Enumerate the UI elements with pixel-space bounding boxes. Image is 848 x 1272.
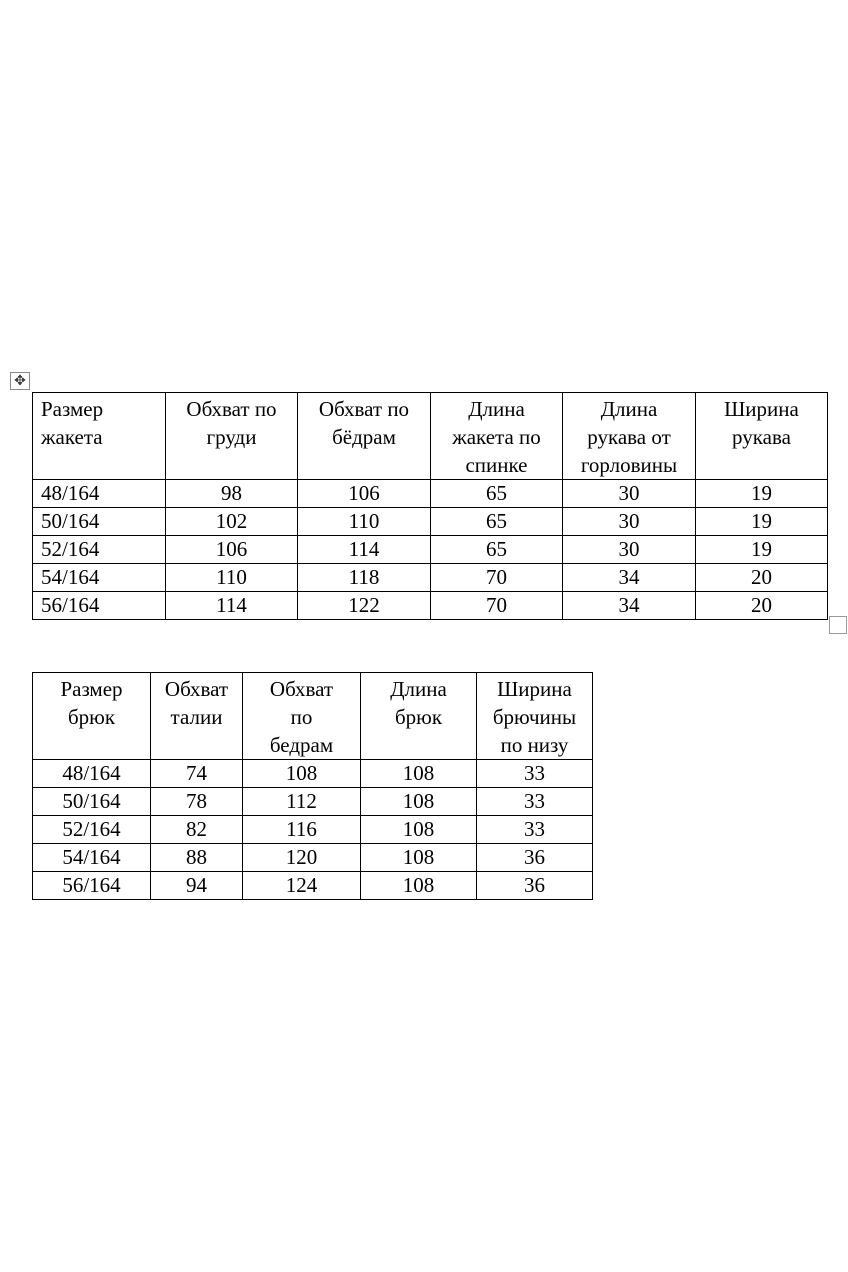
table-cell: 112 xyxy=(243,788,361,816)
table-cell: 33 xyxy=(477,760,593,788)
table-cell: 70 xyxy=(431,564,563,592)
header-cell: Длина рукава от горловины xyxy=(563,393,696,480)
table-cell: 114 xyxy=(298,536,431,564)
table-cell: 33 xyxy=(477,788,593,816)
table-cell: 34 xyxy=(563,592,696,620)
table-cell: 114 xyxy=(166,592,298,620)
header-cell: Размер жакета xyxy=(33,393,166,480)
table-cell: 108 xyxy=(361,788,477,816)
table-cell: 110 xyxy=(298,508,431,536)
trousers-size-table xyxy=(32,672,593,900)
table-cell: 82 xyxy=(151,816,243,844)
table-cell: 19 xyxy=(696,480,828,508)
table-cell: 30 xyxy=(563,536,696,564)
table-cell: 52/164 xyxy=(33,536,166,564)
table-row xyxy=(33,844,593,872)
table-cell: 48/164 xyxy=(33,760,151,788)
table-cell: 33 xyxy=(477,816,593,844)
header-cell: Длина брюк xyxy=(361,673,477,760)
table-cell: 74 xyxy=(151,760,243,788)
table-cell: 34 xyxy=(563,564,696,592)
table-cell: 124 xyxy=(243,872,361,900)
table-cell: 56/164 xyxy=(33,872,151,900)
table-cell: 120 xyxy=(243,844,361,872)
table-move-handle-icon[interactable]: ✥ xyxy=(10,372,30,390)
table-cell: 108 xyxy=(361,872,477,900)
table-cell: 65 xyxy=(431,508,563,536)
table-cell: 106 xyxy=(298,480,431,508)
table-cell: 122 xyxy=(298,592,431,620)
table-cell: 54/164 xyxy=(33,844,151,872)
table-cell: 20 xyxy=(696,592,828,620)
table-row xyxy=(33,564,828,592)
table-cell: 19 xyxy=(696,508,828,536)
table-cell: 106 xyxy=(166,536,298,564)
header-cell: Обхват по груди xyxy=(166,393,298,480)
header-cell: Длина жакета по спинке xyxy=(431,393,563,480)
table-cell: 116 xyxy=(243,816,361,844)
table-cell: 108 xyxy=(361,844,477,872)
table-cell: 30 xyxy=(563,508,696,536)
table-cell: 65 xyxy=(431,480,563,508)
header-cell: Ширина брючины по низу xyxy=(477,673,593,760)
table-cell: 56/164 xyxy=(33,592,166,620)
table-row xyxy=(33,788,593,816)
table-cell: 78 xyxy=(151,788,243,816)
table-cell: 108 xyxy=(361,760,477,788)
header-cell: Обхват по бедрам xyxy=(243,673,361,760)
table-cell: 70 xyxy=(431,592,563,620)
table-resize-handle-icon[interactable] xyxy=(829,616,847,634)
table-cell: 50/164 xyxy=(33,508,166,536)
table-cell: 19 xyxy=(696,536,828,564)
table-cell: 88 xyxy=(151,844,243,872)
table-header-row xyxy=(33,673,593,760)
header-cell: Размер брюк xyxy=(33,673,151,760)
table-cell: 102 xyxy=(166,508,298,536)
jacket-size-table xyxy=(32,392,828,620)
table-cell: 94 xyxy=(151,872,243,900)
table-cell: 52/164 xyxy=(33,816,151,844)
table-cell: 36 xyxy=(477,872,593,900)
table-cell: 108 xyxy=(243,760,361,788)
table-cell: 54/164 xyxy=(33,564,166,592)
table-cell: 20 xyxy=(696,564,828,592)
table-row xyxy=(33,872,593,900)
table-cell: 108 xyxy=(361,816,477,844)
table-cell: 110 xyxy=(166,564,298,592)
header-cell: Обхват по бёдрам xyxy=(298,393,431,480)
table-cell: 30 xyxy=(563,480,696,508)
table-header-row xyxy=(33,393,828,480)
table-cell: 50/164 xyxy=(33,788,151,816)
table-row xyxy=(33,536,828,564)
header-cell: Обхват талии xyxy=(151,673,243,760)
table-cell: 48/164 xyxy=(33,480,166,508)
table-row xyxy=(33,816,593,844)
header-cell: Ширина рукава xyxy=(696,393,828,480)
table-row xyxy=(33,480,828,508)
table-cell: 118 xyxy=(298,564,431,592)
table-row xyxy=(33,760,593,788)
table-cell: 98 xyxy=(166,480,298,508)
table-row xyxy=(33,508,828,536)
table-row xyxy=(33,592,828,620)
table-cell: 65 xyxy=(431,536,563,564)
table-cell: 36 xyxy=(477,844,593,872)
